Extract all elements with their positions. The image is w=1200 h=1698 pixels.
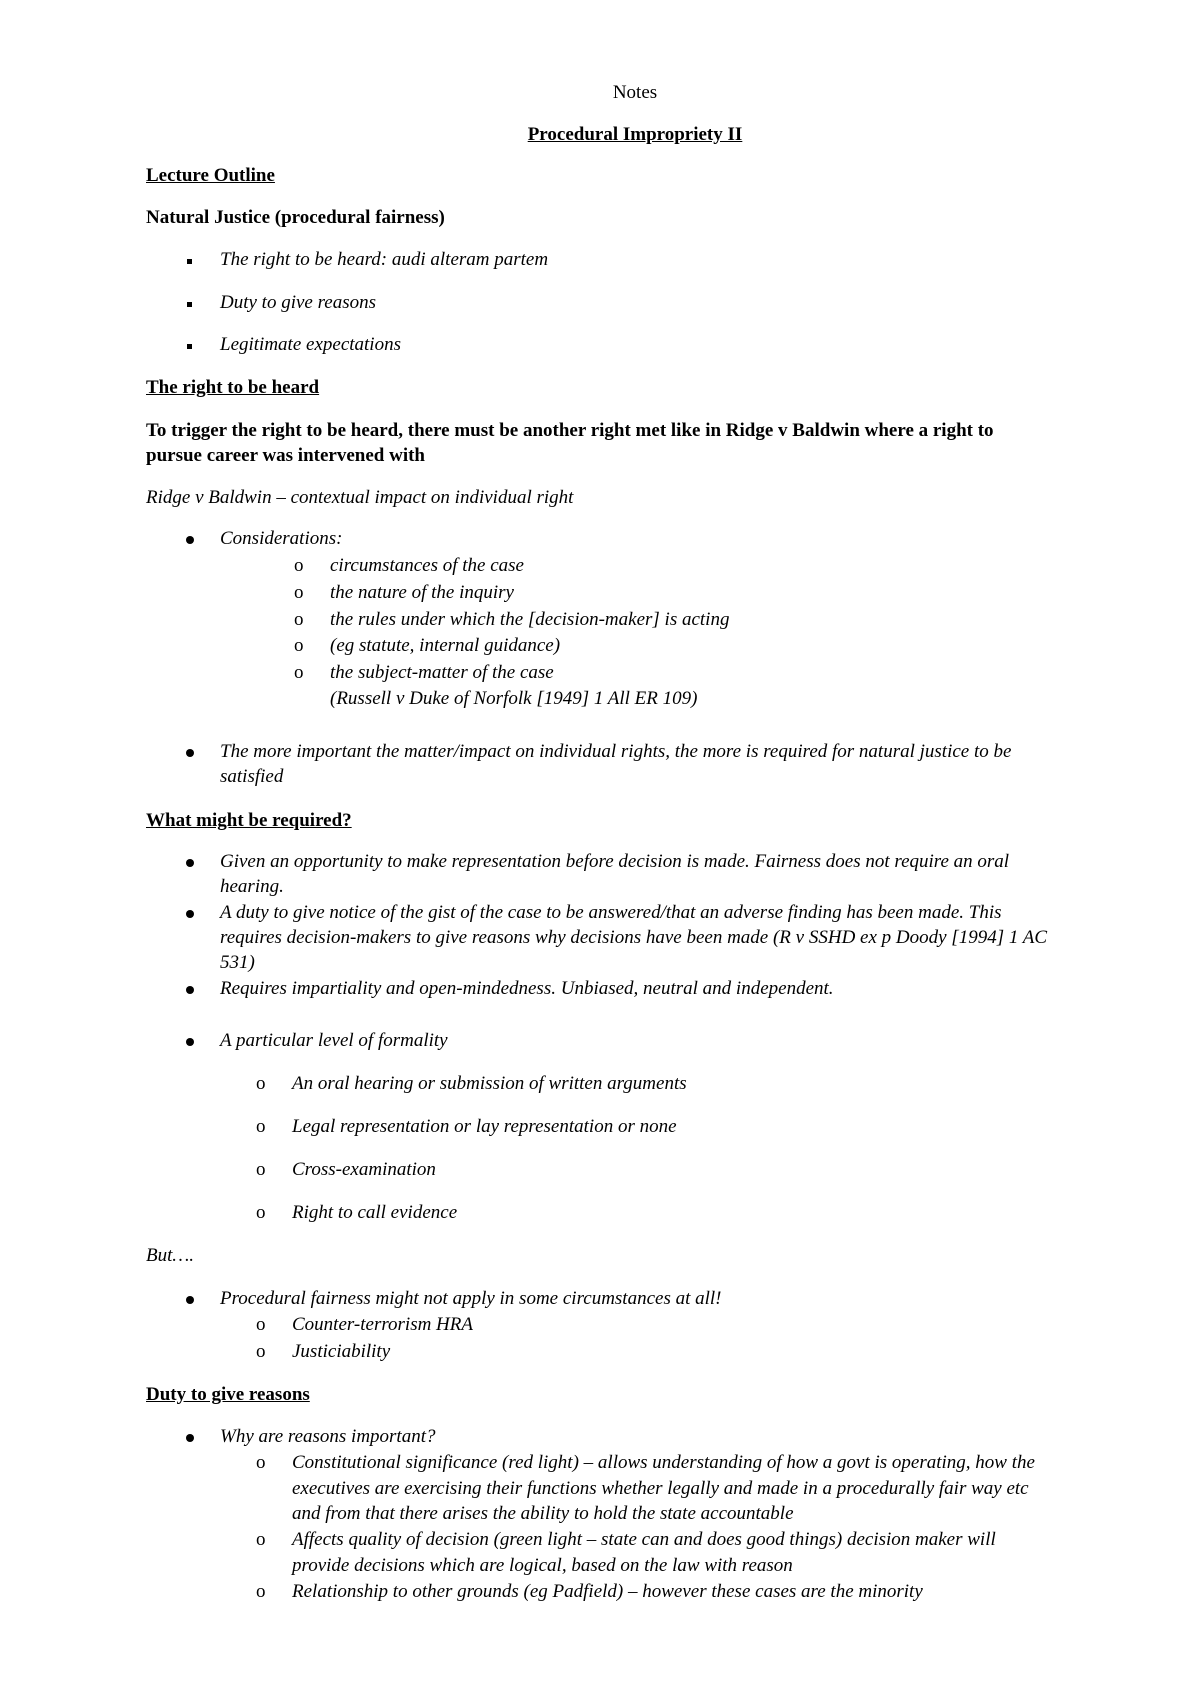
consideration-item: the nature of the inquiry — [330, 582, 514, 603]
trigger-paragraph-line: pursue career was intervened with — [146, 445, 425, 466]
considerations-label: Considerations: — [220, 528, 343, 549]
square-bullet-icon — [187, 302, 192, 307]
fairness-line: Procedural fairness might not apply in some circumstances at all! — [220, 1288, 722, 1309]
russell-citation: (Russell v Duke of Norfolk [1949] 1 All ER 109) — [330, 688, 698, 709]
formality-item: Legal representation or lay representation or none — [292, 1116, 677, 1137]
circle-bullet-icon: o — [256, 1116, 266, 1137]
outline-item: Duty to give reasons — [220, 292, 377, 313]
right-to-be-heard-heading: The right to be heard — [146, 377, 320, 398]
circle-bullet-icon: o — [294, 609, 304, 630]
ridge-case-line: Ridge v Baldwin – contextual impact on individual right — [146, 487, 574, 508]
page-title: Procedural Impropriety II — [527, 124, 743, 145]
bullet-icon — [186, 910, 194, 918]
outline-item: Legitimate expectations — [220, 334, 401, 355]
consideration-item: the rules under which the [decision-maker] is acting — [330, 609, 730, 630]
circle-bullet-icon: o — [256, 1529, 266, 1550]
bullet-icon — [186, 1038, 194, 1046]
fairness-item: Counter-terrorism HRA — [292, 1314, 473, 1335]
reason-line: Relationship to other grounds (eg Padfield) – however these cases are the minority — [292, 1581, 923, 1602]
outline-item: The right to be heard: audi alteram partem — [220, 249, 549, 270]
circle-bullet-icon: o — [256, 1073, 266, 1094]
important-paragraph-line: The more important the matter/impact on individual rights, the more is required for natural justice to be — [220, 741, 1012, 762]
requirement-line: hearing. — [220, 876, 284, 897]
circle-bullet-icon: o — [294, 582, 304, 603]
lecture-outline-heading: Lecture Outline — [146, 165, 275, 186]
bullet-icon — [186, 859, 194, 867]
requirement-line: A duty to give notice of the gist of the case to be answered/that an adverse finding has been made. This — [220, 902, 1002, 923]
reason-line: and from that there arises the ability to hold the state accountable — [292, 1503, 794, 1524]
page-header: Notes — [612, 82, 658, 103]
consideration-item: circumstances of the case — [330, 555, 524, 576]
trigger-paragraph-line: To trigger the right to be heard, there must be another right met like in Ridge v Baldwin where a right to — [146, 420, 994, 441]
circle-bullet-icon: o — [294, 635, 304, 656]
but-line: But…. — [146, 1245, 195, 1266]
circle-bullet-icon: o — [294, 662, 304, 683]
what-might-be-required-heading: What might be required? — [146, 810, 352, 831]
circle-bullet-icon: o — [256, 1452, 266, 1473]
consideration-item: the subject-matter of the case — [330, 662, 554, 683]
important-paragraph-line: satisfied — [220, 766, 284, 787]
consideration-item: (eg statute, internal guidance) — [330, 635, 561, 656]
formality-item: Right to call evidence — [292, 1202, 458, 1223]
reason-line: Constitutional significance (red light) – allows understanding of how a govt is operating, how the — [292, 1452, 1035, 1473]
circle-bullet-icon: o — [256, 1159, 266, 1180]
reason-line: executives are exercising their functions whether legally and made in a procedurally fair way etc — [292, 1478, 1029, 1499]
requirement-line: Given an opportunity to make representation before decision is made. Fairness does not require an oral — [220, 851, 1010, 872]
why-line: Why are reasons important? — [220, 1426, 436, 1447]
bullet-icon — [186, 1296, 194, 1304]
natural-justice-heading: Natural Justice (procedural fairness) — [146, 207, 445, 228]
requirement-line: A particular level of formality — [220, 1030, 448, 1051]
circle-bullet-icon: o — [256, 1202, 266, 1223]
reason-line: Affects quality of decision (green light – state can and does good things) decision maker will — [292, 1529, 996, 1550]
requirement-line: 531) — [220, 952, 255, 973]
requirement-line: Requires impartiality and open-mindedness. Unbiased, neutral and independent. — [220, 978, 834, 999]
circle-bullet-icon: o — [256, 1341, 266, 1362]
square-bullet-icon — [187, 259, 192, 264]
bullet-icon — [186, 536, 194, 544]
formality-item: An oral hearing or submission of written arguments — [292, 1073, 687, 1094]
fairness-item: Justiciability — [292, 1341, 391, 1362]
bullet-icon — [186, 986, 194, 994]
circle-bullet-icon: o — [256, 1314, 266, 1335]
reason-line: provide decisions which are logical, based on the law with reason — [292, 1555, 793, 1576]
square-bullet-icon — [187, 344, 192, 349]
bullet-icon — [186, 749, 194, 757]
requirement-line: requires decision-makers to give reasons why decisions have been made (R v SSHD ex p Doody [1994] 1 AC — [220, 927, 1048, 948]
circle-bullet-icon: o — [294, 555, 304, 576]
circle-bullet-icon: o — [256, 1581, 266, 1602]
duty-to-give-reasons-heading: Duty to give reasons — [146, 1384, 310, 1405]
formality-item: Cross-examination — [292, 1159, 436, 1180]
bullet-icon — [186, 1434, 194, 1442]
